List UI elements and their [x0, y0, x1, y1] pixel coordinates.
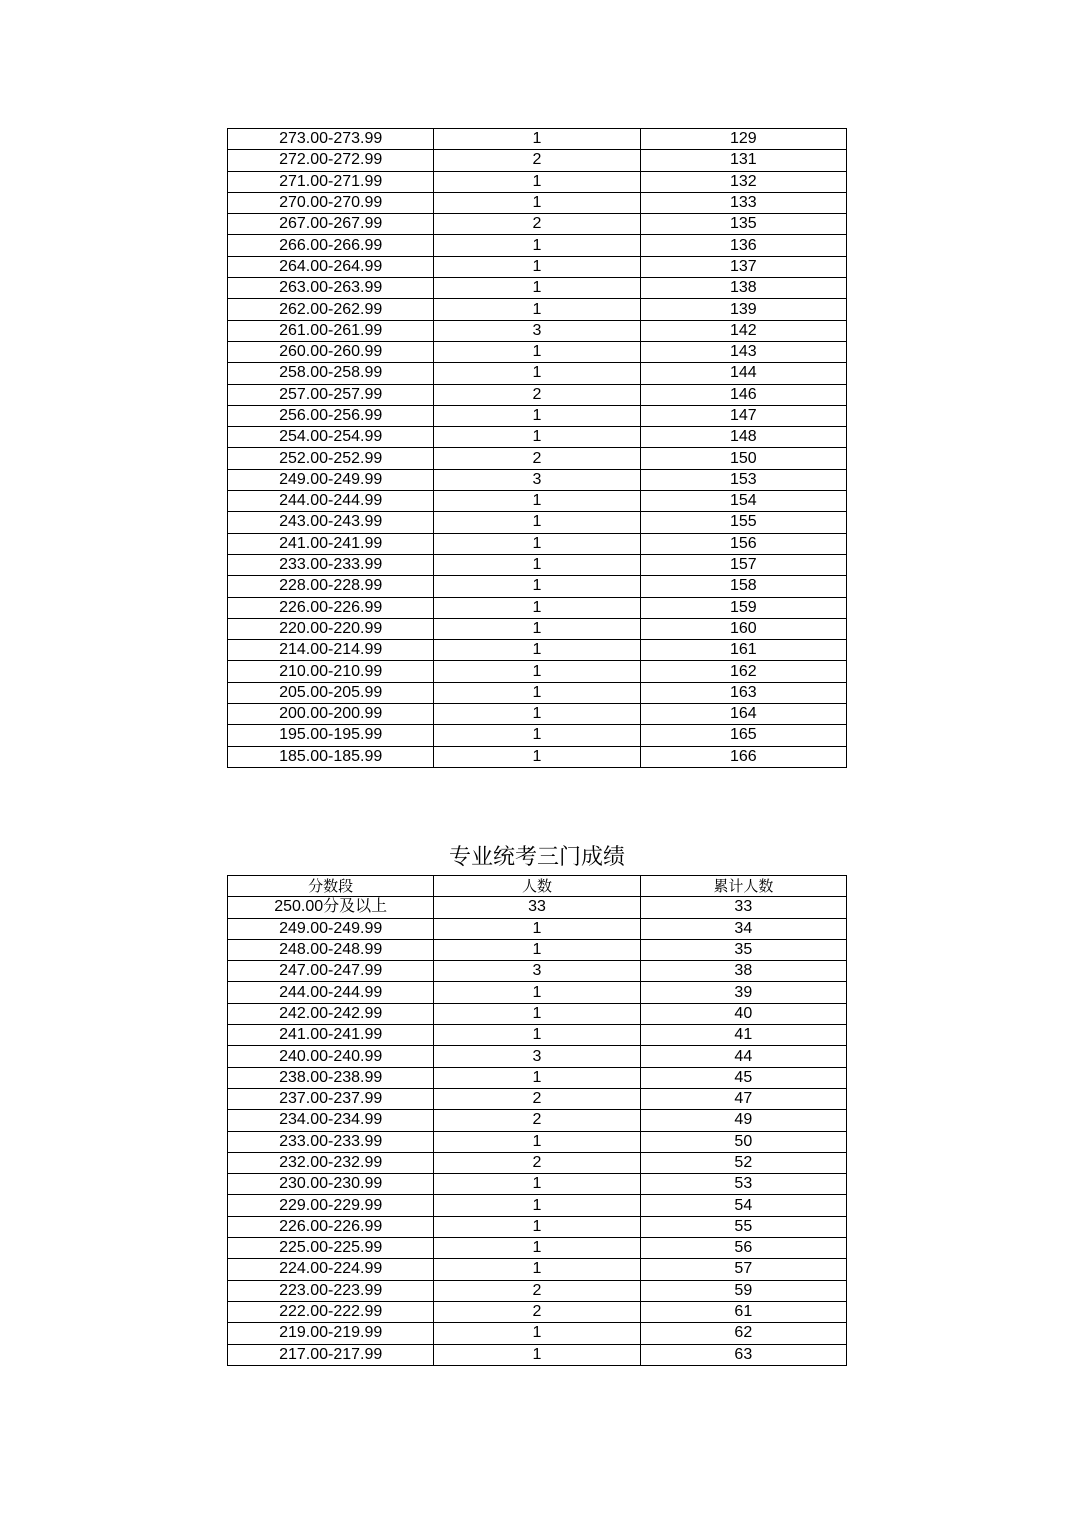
table-header-row — [228, 876, 847, 897]
cell-score-range: 273.00-273.99 — [228, 129, 434, 150]
cell-count: 1 — [434, 1195, 640, 1216]
cell-score-range: 238.00-238.99 — [228, 1067, 434, 1088]
cell-count: 3 — [434, 1046, 640, 1067]
table-row — [228, 982, 847, 1003]
cell-count: 2 — [434, 1110, 640, 1131]
cell-score-range: 220.00-220.99 — [228, 618, 434, 639]
table-row — [228, 897, 847, 918]
table-row — [228, 918, 847, 939]
cell-score-range: 200.00-200.99 — [228, 704, 434, 725]
cell-count: 1 — [434, 704, 640, 725]
cell-cumulative: 50 — [640, 1131, 846, 1152]
cell-count: 1 — [434, 640, 640, 661]
cell-score-range: 226.00-226.99 — [228, 1216, 434, 1237]
cell-cumulative: 157 — [640, 554, 846, 575]
cell-score-range: 264.00-264.99 — [228, 256, 434, 277]
cell-cumulative: 146 — [640, 384, 846, 405]
cell-score-range: 230.00-230.99 — [228, 1174, 434, 1195]
cell-score-range: 266.00-266.99 — [228, 235, 434, 256]
cell-count: 1 — [434, 278, 640, 299]
cell-count: 1 — [434, 491, 640, 512]
cell-score-range: 267.00-267.99 — [228, 214, 434, 235]
cell-count: 1 — [434, 1238, 640, 1259]
cell-score-range: 224.00-224.99 — [228, 1259, 434, 1280]
table-row — [228, 150, 847, 171]
header-count: 人数 — [434, 876, 640, 897]
table-row — [228, 320, 847, 341]
cell-count: 1 — [434, 192, 640, 213]
table-row — [228, 469, 847, 490]
table-row — [228, 192, 847, 213]
table-row — [228, 405, 847, 426]
cell-count: 1 — [434, 1067, 640, 1088]
cell-cumulative: 156 — [640, 533, 846, 554]
cell-count: 1 — [434, 725, 640, 746]
cell-count: 3 — [434, 961, 640, 982]
cell-cumulative: 158 — [640, 576, 846, 597]
score-table-continued-body — [228, 129, 847, 768]
cell-score-range: 258.00-258.99 — [228, 363, 434, 384]
cell-count: 1 — [434, 1259, 640, 1280]
cell-score-range: 195.00-195.99 — [228, 725, 434, 746]
cell-count: 1 — [434, 1174, 640, 1195]
cell-score-range: 232.00-232.99 — [228, 1152, 434, 1173]
cell-count: 2 — [434, 384, 640, 405]
cell-score-range: 234.00-234.99 — [228, 1110, 434, 1131]
cell-count: 1 — [434, 1003, 640, 1024]
cell-count: 2 — [434, 1280, 640, 1301]
cell-score-range: 237.00-237.99 — [228, 1088, 434, 1109]
cell-score-range: 226.00-226.99 — [228, 597, 434, 618]
cell-cumulative: 63 — [640, 1344, 846, 1365]
cell-cumulative: 33 — [640, 897, 846, 918]
cell-cumulative: 129 — [640, 129, 846, 150]
cell-count: 1 — [434, 427, 640, 448]
cell-count: 1 — [434, 939, 640, 960]
table-row — [228, 597, 847, 618]
cell-score-range: 229.00-229.99 — [228, 1195, 434, 1216]
table-row — [228, 725, 847, 746]
cell-cumulative: 133 — [640, 192, 846, 213]
cell-score-range: 225.00-225.99 — [228, 1238, 434, 1259]
table-row — [228, 1067, 847, 1088]
table-row — [228, 384, 847, 405]
table-row — [228, 256, 847, 277]
cell-cumulative: 49 — [640, 1110, 846, 1131]
cell-score-range: 205.00-205.99 — [228, 682, 434, 703]
cell-cumulative: 148 — [640, 427, 846, 448]
cell-score-range: 261.00-261.99 — [228, 320, 434, 341]
table-row — [228, 1131, 847, 1152]
table-row — [228, 1046, 847, 1067]
cell-cumulative: 40 — [640, 1003, 846, 1024]
cell-count: 2 — [434, 214, 640, 235]
table-row — [228, 1238, 847, 1259]
score-table-continued — [227, 128, 847, 768]
cell-cumulative: 162 — [640, 661, 846, 682]
cell-count: 2 — [434, 150, 640, 171]
cell-score-range: 272.00-272.99 — [228, 150, 434, 171]
cell-score-range: 271.00-271.99 — [228, 171, 434, 192]
table-row — [228, 214, 847, 235]
cell-cumulative: 159 — [640, 597, 846, 618]
cell-cumulative: 61 — [640, 1301, 846, 1322]
cell-count: 1 — [434, 682, 640, 703]
table-row — [228, 746, 847, 767]
cell-cumulative: 34 — [640, 918, 846, 939]
cell-cumulative: 160 — [640, 618, 846, 639]
cell-score-range: 242.00-242.99 — [228, 1003, 434, 1024]
cell-count: 1 — [434, 363, 640, 384]
table-row — [228, 129, 847, 150]
cell-score-range: 244.00-244.99 — [228, 491, 434, 512]
cell-cumulative: 138 — [640, 278, 846, 299]
cell-count: 1 — [434, 341, 640, 362]
cell-cumulative: 161 — [640, 640, 846, 661]
cell-count: 2 — [434, 1301, 640, 1322]
cell-score-range: 249.00-249.99 — [228, 469, 434, 490]
table-row — [228, 341, 847, 362]
table-row — [228, 278, 847, 299]
cell-count: 2 — [434, 448, 640, 469]
table-row — [228, 576, 847, 597]
cell-cumulative: 54 — [640, 1195, 846, 1216]
cell-cumulative: 57 — [640, 1259, 846, 1280]
cell-count: 1 — [434, 746, 640, 767]
cell-count: 1 — [434, 918, 640, 939]
table-row — [228, 363, 847, 384]
cell-cumulative: 39 — [640, 982, 846, 1003]
cell-cumulative: 53 — [640, 1174, 846, 1195]
cell-cumulative: 56 — [640, 1238, 846, 1259]
cell-count: 1 — [434, 1025, 640, 1046]
header-cumulative: 累计人数 — [640, 876, 846, 897]
cell-cumulative: 41 — [640, 1025, 846, 1046]
cell-score-range: 248.00-248.99 — [228, 939, 434, 960]
cell-score-range: 210.00-210.99 — [228, 661, 434, 682]
table-row — [228, 1259, 847, 1280]
cell-cumulative: 38 — [640, 961, 846, 982]
cell-count: 1 — [434, 661, 640, 682]
cell-count: 1 — [434, 982, 640, 1003]
cell-score-range: 233.00-233.99 — [228, 554, 434, 575]
table-row — [228, 1174, 847, 1195]
cell-score-range: 217.00-217.99 — [228, 1344, 434, 1365]
cell-count: 1 — [434, 405, 640, 426]
cell-cumulative: 35 — [640, 939, 846, 960]
cell-score-range: 249.00-249.99 — [228, 918, 434, 939]
cell-cumulative: 154 — [640, 491, 846, 512]
cell-count: 1 — [434, 597, 640, 618]
table-row — [228, 1344, 847, 1365]
cell-count: 1 — [434, 618, 640, 639]
cell-count: 33 — [434, 897, 640, 918]
cell-cumulative: 137 — [640, 256, 846, 277]
table-row — [228, 640, 847, 661]
table-row — [228, 512, 847, 533]
table-row — [228, 1195, 847, 1216]
table-row — [228, 1216, 847, 1237]
cell-score-range: 270.00-270.99 — [228, 192, 434, 213]
cell-cumulative: 142 — [640, 320, 846, 341]
cell-cumulative: 44 — [640, 1046, 846, 1067]
table-row — [228, 961, 847, 982]
cell-score-range: 254.00-254.99 — [228, 427, 434, 448]
table-row — [228, 1152, 847, 1173]
cell-score-range: 250.00分及以上 — [228, 897, 434, 918]
cell-score-range: 222.00-222.99 — [228, 1301, 434, 1322]
table-row — [228, 1110, 847, 1131]
table-row — [228, 299, 847, 320]
cell-score-range: 252.00-252.99 — [228, 448, 434, 469]
cell-cumulative: 164 — [640, 704, 846, 725]
table-row — [228, 939, 847, 960]
table-row — [228, 682, 847, 703]
cell-score-range: 241.00-241.99 — [228, 533, 434, 554]
cell-cumulative: 153 — [640, 469, 846, 490]
cell-cumulative: 135 — [640, 214, 846, 235]
table-row — [228, 1280, 847, 1301]
table-row — [228, 1003, 847, 1024]
cell-cumulative: 55 — [640, 1216, 846, 1237]
cell-score-range: 244.00-244.99 — [228, 982, 434, 1003]
table-row — [228, 1025, 847, 1046]
cell-score-range: 257.00-257.99 — [228, 384, 434, 405]
cell-score-range: 219.00-219.99 — [228, 1323, 434, 1344]
cell-cumulative: 59 — [640, 1280, 846, 1301]
cell-score-range: 228.00-228.99 — [228, 576, 434, 597]
cell-score-range: 256.00-256.99 — [228, 405, 434, 426]
cell-score-range: 260.00-260.99 — [228, 341, 434, 362]
cell-score-range: 223.00-223.99 — [228, 1280, 434, 1301]
cell-score-range: 247.00-247.99 — [228, 961, 434, 982]
cell-count: 1 — [434, 533, 640, 554]
table-row — [228, 1301, 847, 1322]
cell-count: 3 — [434, 320, 640, 341]
table-row — [228, 1088, 847, 1109]
cell-count: 2 — [434, 1152, 640, 1173]
cell-score-range: 214.00-214.99 — [228, 640, 434, 661]
cell-count: 1 — [434, 1344, 640, 1365]
table-row — [228, 618, 847, 639]
cell-cumulative: 165 — [640, 725, 846, 746]
cell-score-range: 185.00-185.99 — [228, 746, 434, 767]
cell-count: 1 — [434, 235, 640, 256]
cell-score-range: 243.00-243.99 — [228, 512, 434, 533]
table-row — [228, 533, 847, 554]
score-table-three-subjects — [227, 875, 847, 1366]
cell-score-range: 233.00-233.99 — [228, 1131, 434, 1152]
table-row — [228, 1323, 847, 1344]
cell-count: 1 — [434, 171, 640, 192]
cell-count: 1 — [434, 256, 640, 277]
table-row — [228, 661, 847, 682]
cell-cumulative: 47 — [640, 1088, 846, 1109]
score-table-three-subjects-body — [228, 897, 847, 1366]
cell-count: 1 — [434, 1131, 640, 1152]
table-row — [228, 491, 847, 512]
cell-count: 1 — [434, 299, 640, 320]
cell-count: 1 — [434, 1323, 640, 1344]
table-row — [228, 704, 847, 725]
header-score-range: 分数段 — [228, 876, 434, 897]
cell-cumulative: 131 — [640, 150, 846, 171]
section-title: 专业统考三门成绩 — [448, 845, 625, 870]
cell-count: 1 — [434, 576, 640, 597]
cell-score-range: 263.00-263.99 — [228, 278, 434, 299]
cell-cumulative: 52 — [640, 1152, 846, 1173]
cell-cumulative: 62 — [640, 1323, 846, 1344]
cell-cumulative: 45 — [640, 1067, 846, 1088]
cell-cumulative: 147 — [640, 405, 846, 426]
table-row — [228, 554, 847, 575]
cell-cumulative: 155 — [640, 512, 846, 533]
cell-score-range: 240.00-240.99 — [228, 1046, 434, 1067]
cell-count: 1 — [434, 512, 640, 533]
cell-cumulative: 144 — [640, 363, 846, 384]
table-row — [228, 171, 847, 192]
table-row — [228, 427, 847, 448]
cell-count: 1 — [434, 554, 640, 575]
table-row — [228, 235, 847, 256]
cell-count: 3 — [434, 469, 640, 490]
cell-cumulative: 132 — [640, 171, 846, 192]
cell-count: 1 — [434, 129, 640, 150]
cell-count: 1 — [434, 1216, 640, 1237]
table-row — [228, 448, 847, 469]
cell-cumulative: 166 — [640, 746, 846, 767]
cell-cumulative: 150 — [640, 448, 846, 469]
cell-count: 2 — [434, 1088, 640, 1109]
cell-cumulative: 139 — [640, 299, 846, 320]
cell-score-range: 262.00-262.99 — [228, 299, 434, 320]
cell-cumulative: 143 — [640, 341, 846, 362]
cell-cumulative: 163 — [640, 682, 846, 703]
cell-score-range: 241.00-241.99 — [228, 1025, 434, 1046]
cell-cumulative: 136 — [640, 235, 846, 256]
